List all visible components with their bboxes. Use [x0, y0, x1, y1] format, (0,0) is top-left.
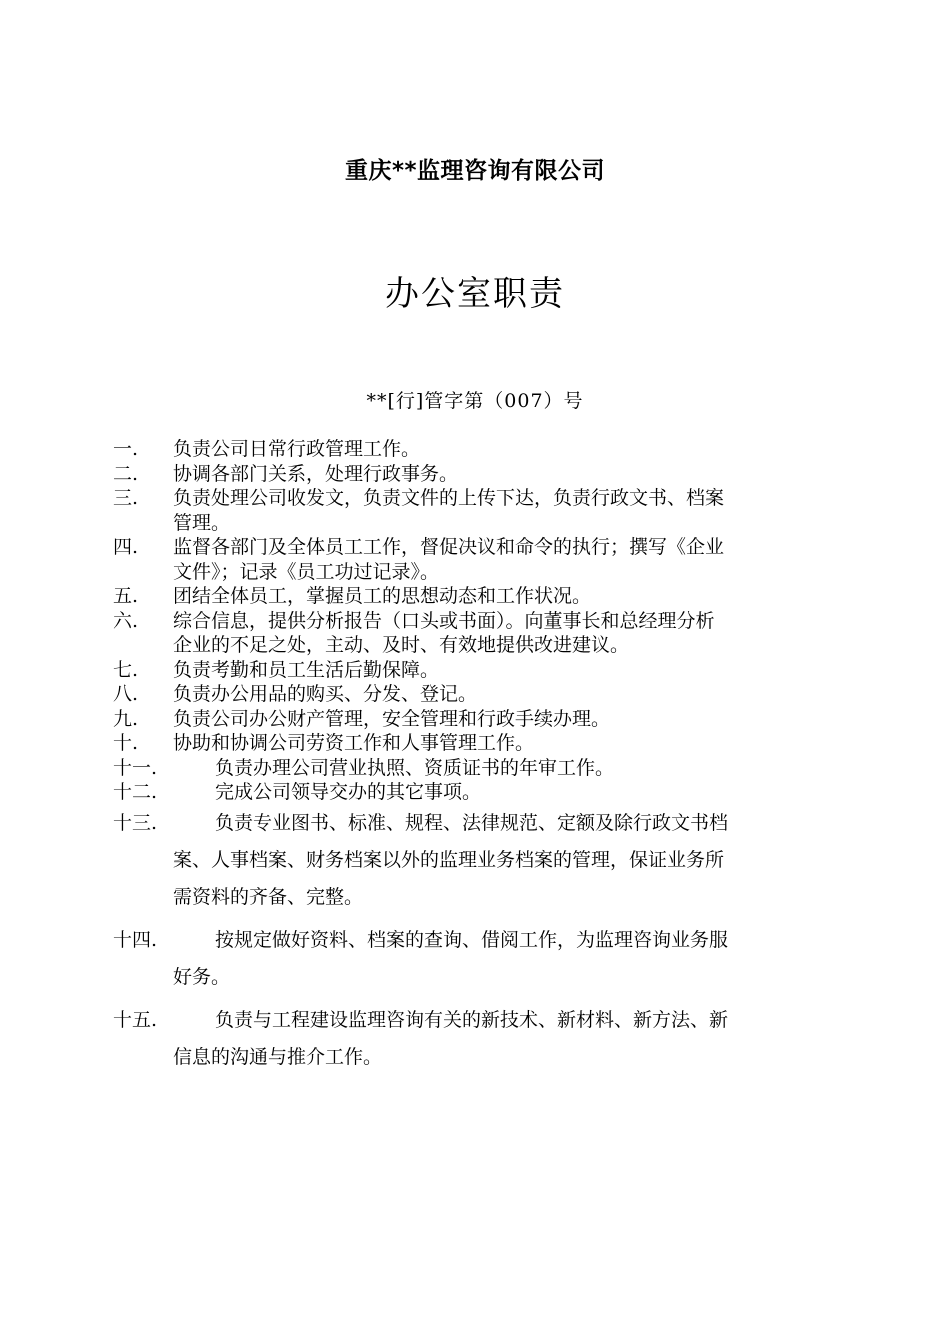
item-text-continued: 文件》；记录《员工功过记录》。	[173, 560, 440, 583]
item-number: 三.	[113, 487, 139, 509]
item-text: 完成公司领导交办的其它事项。	[215, 781, 482, 803]
item-number: 十一.	[113, 756, 158, 779]
item-text-continued: 管理。	[173, 511, 231, 534]
item-text: 负责与工程建设监理咨询有关的新技术、新材料、新方法、新	[215, 1008, 729, 1031]
item-number: 八.	[113, 683, 139, 705]
item-number: 一.	[113, 438, 139, 460]
item-text-continued: 需资料的齐备、完整。	[173, 885, 364, 908]
list-item	[113, 658, 835, 683]
item-text: 负责公司办公财产管理，安全管理和行政手续办理。	[173, 707, 611, 730]
item-number: 十.	[113, 732, 139, 754]
item-text: 负责公司日常行政管理工作。	[173, 438, 421, 460]
item-number: 五.	[113, 585, 139, 607]
page-title: 办公室职责	[385, 274, 565, 314]
item-text-continued: 案、人事档案、财务档案以外的监理业务档案的管理，保证业务所	[173, 848, 725, 871]
item-number: 十五.	[113, 1008, 158, 1031]
item-text: 负责办理公司营业执照、资质证书的年审工作。	[215, 756, 615, 779]
item-text: 监督各部门及全体员工工作，督促决议和命令的执行；撰写《企业	[173, 536, 725, 558]
item-number: 七.	[113, 658, 139, 681]
item-number: 十三.	[113, 811, 158, 834]
item-text: 负责专业图书、标准、规程、法律规范、定额及除行政文书档	[215, 811, 729, 834]
item-text: 按规定做好资料、档案的查询、借阅工作，为监理咨询业务服	[215, 928, 729, 951]
list-item	[113, 731, 835, 756]
item-text: 负责处理公司收发文，负责文件的上传下达，负责行政文书、档案	[173, 487, 725, 509]
duties-list	[113, 437, 835, 1076]
list-item	[113, 756, 835, 781]
item-text: 协调各部门关系，处理行政事务。	[173, 462, 459, 485]
item-text: 协助和协调公司劳资工作和人事管理工作。	[173, 732, 535, 754]
item-text-continued: 好务。	[173, 965, 231, 988]
list-item	[113, 462, 835, 487]
document-number: **[行]管字第（007）号	[366, 390, 584, 412]
item-number: 十四.	[113, 928, 158, 951]
item-text: 综合信息，提供分析报告（口头或书面）。向董事长和总经理分析	[173, 609, 715, 632]
item-text: 团结全体员工，掌握员工的思想动态和工作状况。	[173, 585, 592, 607]
item-text: 负责办公用品的购买、分发、登记。	[173, 683, 478, 705]
list-item	[113, 486, 835, 511]
list-item	[113, 437, 835, 462]
item-number: 十二.	[113, 781, 158, 803]
list-item	[113, 780, 835, 805]
company-name: 重庆**监理咨询有限公司	[344, 158, 606, 184]
list-item	[113, 707, 835, 732]
list-item	[113, 805, 835, 842]
list-item	[113, 609, 835, 634]
item-number: 九.	[113, 707, 139, 730]
item-text: 负责考勤和员工生活后勤保障。	[173, 658, 440, 681]
list-item	[113, 1002, 835, 1039]
list-item	[113, 922, 835, 959]
item-number: 二.	[113, 462, 139, 485]
item-text-continued: 企业的不足之处，主动、及时、有效地提供改进建议。	[173, 634, 630, 656]
list-item	[113, 535, 835, 560]
list-item	[113, 584, 835, 609]
item-text-continued: 信息的沟通与推介工作。	[173, 1045, 383, 1068]
item-number: 四.	[113, 536, 139, 558]
list-item	[113, 682, 835, 707]
item-number: 六.	[113, 609, 139, 632]
